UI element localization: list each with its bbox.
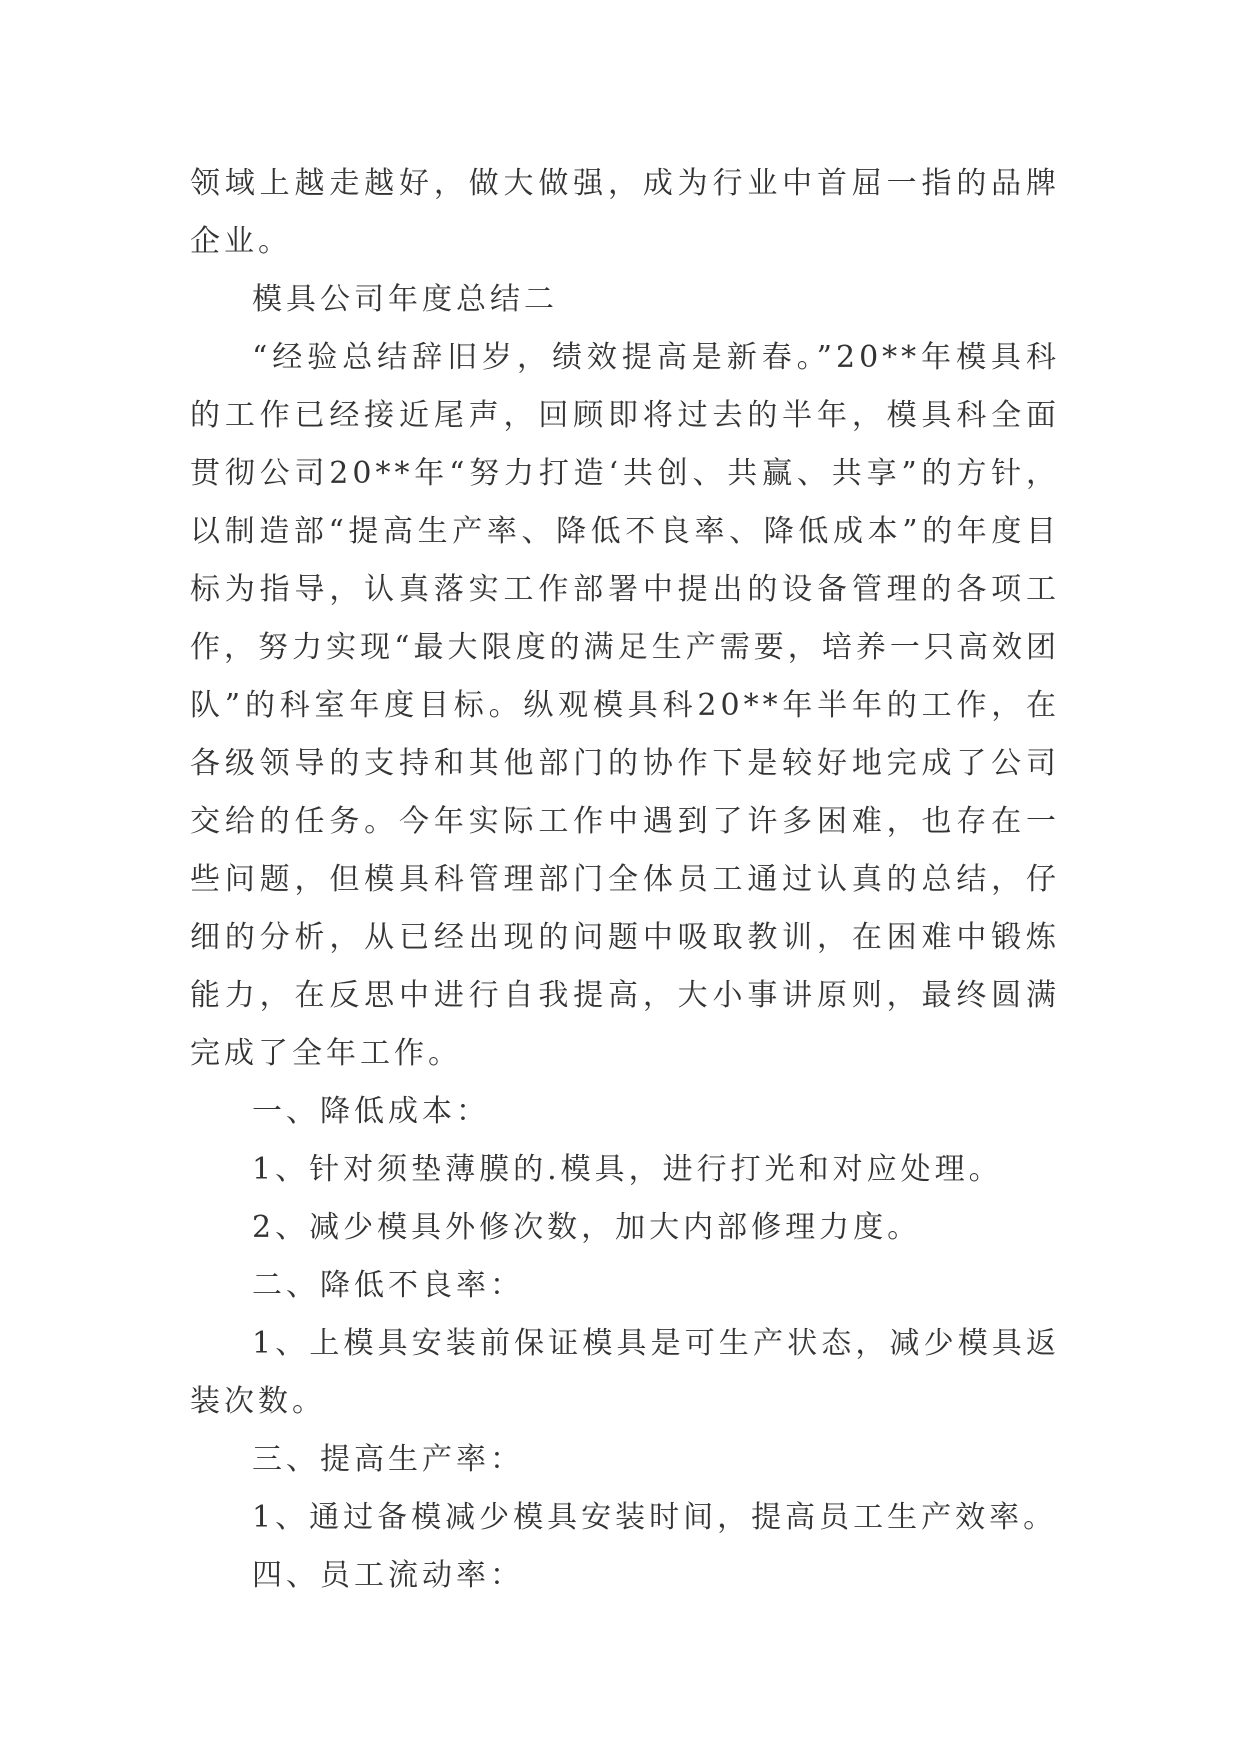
heading-reduce-cost: 一、降低成本： bbox=[252, 1094, 490, 1129]
list-item-defect-1: 1、上模具安装前保证模具是可生产状态，减少模具返装次数。 bbox=[190, 1326, 1060, 1419]
heading-improve-productivity: 三、提高生产率： bbox=[252, 1442, 524, 1477]
paragraph-continuation: 领域上越走越好，做大做强，成为行业中首屈一指的品牌企业。 bbox=[190, 166, 1060, 259]
heading-staff-turnover: 四、员工流动率： bbox=[252, 1558, 524, 1593]
list-item-cost-2: 2、减少模具外修次数，加大内部修理力度。 bbox=[252, 1210, 922, 1245]
section-title: 模具公司年度总结二 bbox=[252, 282, 558, 317]
heading-reduce-defect-rate: 二、降低不良率： bbox=[252, 1268, 524, 1303]
list-item-productivity-1: 1、通过备模减少模具安装时间，提高员工生产效率。 bbox=[252, 1500, 1058, 1535]
list-item-cost-1: 1、针对须垫薄膜的.模具，进行打光和对应处理。 bbox=[252, 1152, 1003, 1187]
document-body bbox=[190, 155, 1060, 1605]
paragraph-intro: “经验总结辞旧岁，绩效提高是新春。”20**年模具科的工作已经接近尾声，回顾即将过去的半年，模具科全面贯彻公司20**年“努力打造‘共创、共赢、共享”的方针，以制造部“提高生产率、降低不良率、降低成本”的年度目标为指导，认真落实工作部署中提出的设备管理的各项工作，努力实现“最大限度的满足生产需要，培养一只高效团队”的科室年度目标。纵观模具科20**年半年的工作，在各级领导的支持和其他部门的协作下是较好地完成了公司交给的任务。今年实际工作中遇到了许多困难，也存在一些问题，但模具科管理部门全体员工通过认真的总结，仔细的分析，从已经出现的问题中吸取教训，在困难中锻炼能力，在反思中进行自我提高，大小事讲原则，最终圆满完成了全年工作。 bbox=[190, 340, 1060, 1071]
